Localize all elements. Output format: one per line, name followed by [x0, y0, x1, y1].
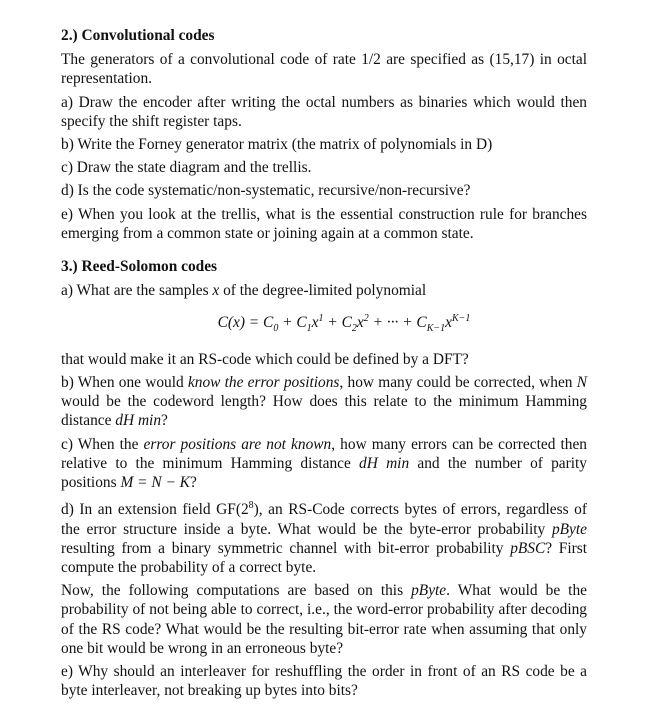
intro-paragraph: The generators of a convolutional code of rate 1/2 are specified as (15,17) in octal representation.	[61, 51, 587, 88]
question-2e: e) When you look at the trellis, what is the essential construction rule for branches emerging from a common state or joining again at a common state.	[61, 205, 587, 242]
question-3a: a) What are the samples x of the degree-limited polynomial	[61, 282, 427, 300]
section-reed-solomon-codes	[61, 257, 587, 700]
section-convolutional-codes	[61, 26, 587, 243]
question-3e: e) Why should an interleaver for reshuffling the order in front of an RS code be a byte interleaver, not breaking up bytes into bits?	[61, 663, 587, 700]
question-3c: c) When the error positions are not known, how many errors can be corrected then relative to the minimum Hamming distance dH min and the number of parity positions M = N − K?	[61, 435, 588, 492]
question-3d: d) In an extension field $GF(2^8)$, an RS-Code corrects bytes of errors, regardless of the error structure inside a byte. What would be the byte-error probability pByte resulting from a binary symmetric channel with bit-error probability pBSC? First compute the probability of a correct byte.	[61, 500, 588, 576]
question-2b: b) Write the Forney generator matrix (the matrix of polynomials in D)	[61, 136, 493, 154]
question-2a: a) Draw the encoder after writing the octal numbers as binaries which would then specify the shift register taps.	[61, 93, 587, 130]
section-heading: 3.) Reed-Solomon codes	[61, 258, 218, 276]
section-heading: 2.) Convolutional codes	[61, 27, 215, 44]
polynomial-equation: $C(x) = C_0 + C_1x^1 + C_2x^2$ + ··· + $C_{K-1}x^{K-1}$	[217, 312, 471, 334]
question-3a-continued: that would make it an RS-code which could be defined by a DFT?	[61, 350, 469, 368]
question-2c: c) Draw the state diagram and the trellis.	[61, 159, 312, 177]
question-3b: b) When one would know the error positions, how many could be corrected, when N would be the codeword length? How does this relate to the minimum Hamming distance dH min?	[61, 374, 587, 430]
question-3d-continued: Now, the following computations are based on this pByte. What would be the probability of not being able to correct, i.e., the word-error probability after decoding of the RS code? What would be the resulting bit-error rate when assuming that only one bit would be wrong in an erroneous byte?	[61, 582, 587, 657]
question-2d: d) Is the code systematic/non-systematic, recursive/non-recursive?	[61, 182, 471, 200]
